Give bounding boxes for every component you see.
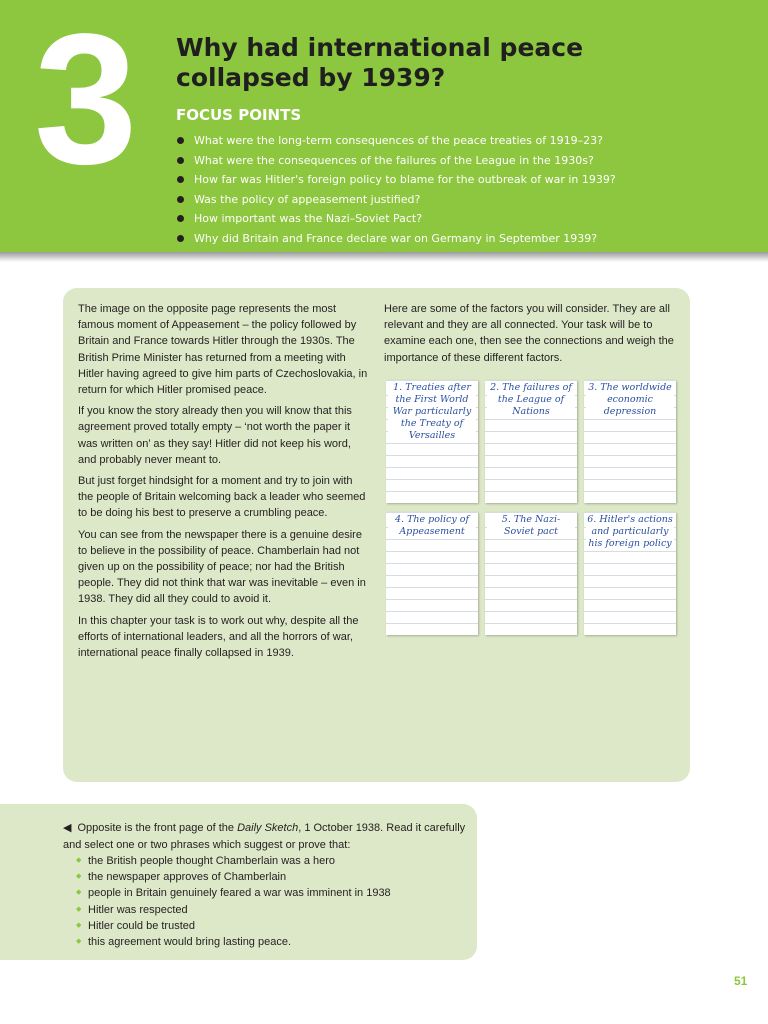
focus-point: How far was Hitler's foreign policy to blame for the outbreak of war in 1939? [176,170,736,190]
factor-card-treaties [386,380,478,503]
factor-card-title: 4. The policy of Appeasement [388,514,476,538]
intro-paragraph: In this chapter your task is to work out why, despite all the efforts of international leaders, and all the horrors of war, international peace finally collapsed in 1939. [78,614,359,660]
newspaper-name: Daily Sketch [237,822,299,834]
intro-paragraph: You can see from the newspaper there is a genuine desire to believe in the possibility of peace. Chamberlain had not given up on the possibility of peace; nor had the British people. They did not think that war was inevitable – even in 1938. They did all they could to avoid it. [78,528,366,606]
activity-list [76,853,476,950]
chapter-number: 3 [34,0,134,203]
factor-card-title: 5. The Nazi-Soviet pact [487,514,575,538]
header-shadow [0,252,768,262]
intro-paragraph: The image on the opposite page represents the most famous moment of Appeasement – the policy followed by Britain and France towards Hitler through the 1930s. The British Prime Minister has returned from a meeting with Hitler having agreed to give him parts of Czechoslovakia, in return for which Hitler promised peace. [78,303,368,397]
focus-points-heading: FOCUS POINTS [176,106,302,124]
focus-point: Why did Britain and France declare war on Germany in September 1939? [176,229,736,249]
factor-card-depression [584,380,676,503]
activity-item: ◆ this agreement would bring lasting peace. [76,934,476,950]
activity-item: ◆ Hitler was respected [76,902,476,918]
intro-paragraph: But just forget hindsight for a moment and try to join with the people of Britain welcoming back a leader who seemed to be doing his best to preserve a crumbling peace. [78,475,366,520]
factor-card-title: 2. The failures of the League of Nations [487,382,575,418]
focus-point: What were the consequences of the failures of the League in the 1930s? [176,151,736,171]
factor-card-title: 1. Treaties after the First World War particularly the Treaty of Versailles [388,382,476,442]
left-arrow-icon: ◀ [63,822,72,834]
focus-point: What were the long-term consequences of the peace treaties of 1919–23? [176,131,736,151]
factor-card-hitler [584,512,676,635]
activity-instructions [63,820,468,853]
activity-item: ◆ people in Britain genuinely feared a war was imminent in 1938 [76,885,476,901]
chapter-title: Why had international peace collapsed by 1939? [176,33,584,92]
intro-paragraph: If you know the story already then you will know that this agreement proved totally empty – ‘not worth the paper it was written on’ as they say! Hitler did not keep his word, and probably never meant to. [78,405,352,466]
factor-card-league [485,380,577,503]
factor-card-nazi-soviet-pact [485,512,577,635]
factor-card-title: 3. The worldwide economic depression [586,382,674,418]
factors-intro: Here are some of the factors you will consider. They are all relevant and they are all connected. Your task will be to examine each one, then see the connections and weigh the importance of these different factors. [384,303,674,364]
activity-intro-text: Opposite is the front page of the [77,822,238,834]
factor-card-appeasement [386,512,478,635]
page-number: 51 [734,974,748,988]
focus-point: How important was the Nazi–Soviet Pact? [176,209,736,229]
factor-card-title: 6. Hitler's actions and particularly his foreign policy [587,514,673,549]
intro-text-column [78,301,368,666]
activity-intro-text: , 1 October 1938. Read it carefully and select one or two phrases which suggest or prove that: [63,822,466,851]
activity-item: ◆ the British people thought Chamberlain was a hero [76,853,476,869]
focus-point: Was the policy of appeasement justified? [176,190,736,210]
activity-item: ◆ Hitler could be trusted [76,918,476,934]
activity-item: ◆ the newspaper approves of Chamberlain [76,869,476,885]
factors-text-column [384,301,684,366]
focus-points-list [176,131,736,248]
